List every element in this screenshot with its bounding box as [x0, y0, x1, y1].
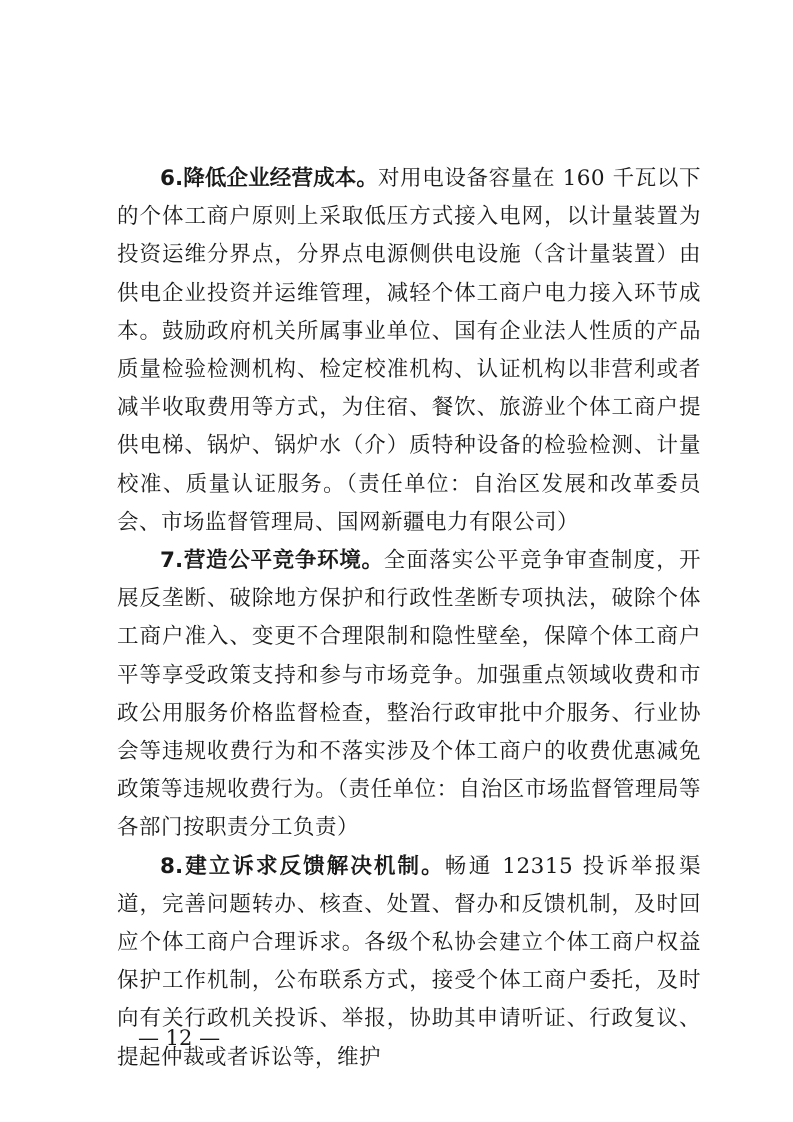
- paragraph-8-heading: 8.建立诉求反馈解决机制。: [160, 853, 445, 879]
- paragraph-6-heading: 6.降低企业经营成本。: [160, 166, 378, 191]
- paragraph-6: [117, 160, 701, 542]
- paragraph-6-text: 对用电设备容量在 160 千瓦以下的个体工商户原则上采取低压方式接入电网，以计量装置为投资运维分界点，分界点电源侧供电设施（含计量装置）由供电企业投资并运维管理，减轻个体工商户电力接入环节成本。鼓励政府机关所属事业单位、国有企业法人性质的产品质量检验检测机构、检定校准机构、认证机构以非营利或者减半收取费用等方式，为住宿、餐饮、旅游业个体工商户提供电梯、锅炉、锅炉水（介）质特种设备的检验检测、计量校准、质量认证服务。（责任单位：自治区发展和改革委员会、市场监督管理局、国网新疆电力有限公司）: [117, 166, 701, 535]
- paragraph-8-text: 畅通 12315 投诉举报渠道，完善问题转办、核查、处置、督办和反馈机制，及时回应个体工商户合理诉求。各级个私协会建立个体工商户权益保护工作机制，公布联系方式，接受个体工商户委托，及时向有关行政机关投诉、举报，协助其申请听证、行政复议、提起仲裁或者诉讼等，维护: [117, 853, 701, 1070]
- paragraph-7-text: 全面落实公平竞争审查制度，开展反垄断、破除地方保护和行政性垄断专项执法，破除个体工商户准入、变更不合理限制和隐性壁垒，保障个体工商户平等享受政策支持和参与市场竞争。加强重点领域收费和市政公用服务价格监督检查，整治行政审批中介服务、行业协会等违规收费行为和不落实涉及个体工商户的收费优惠减免政策等违规收费行为。（责任单位：自治区市场监督管理局等各部门按职责分工负责）: [117, 548, 701, 841]
- document-body: [117, 160, 701, 1077]
- paragraph-7-heading: 7.营造公平竞争环境。: [160, 548, 384, 574]
- page-number: — 12 —: [138, 1026, 221, 1050]
- paragraph-7: [117, 542, 701, 848]
